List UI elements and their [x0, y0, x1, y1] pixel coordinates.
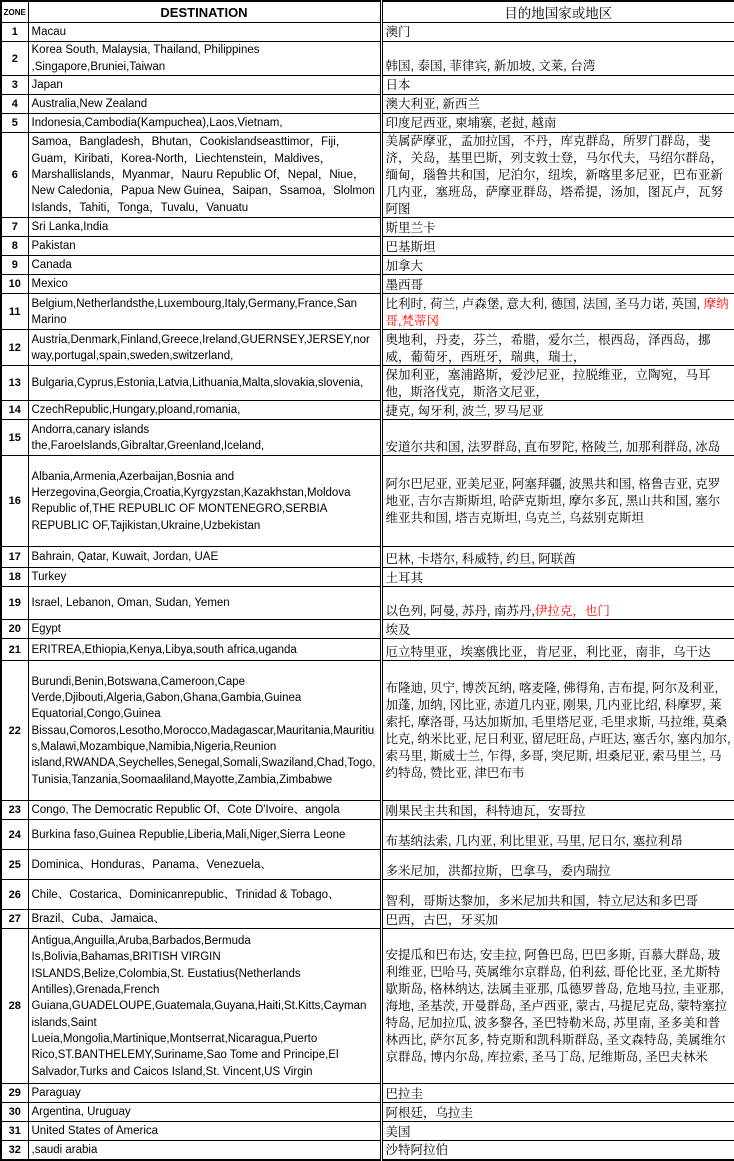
destination-cell: Brazil、Cuba、Jamaica、 — [28, 910, 381, 929]
region-cell — [381, 1103, 734, 1122]
region-text: 比利时, 荷兰, 卢森堡, 意大利, 德国, 法国, 圣马力诺, 英国, — [385, 296, 704, 311]
table-row — [1, 820, 734, 850]
destination-cell: Austria,Denmark,Finland,Greece,Ireland,GUERNSEY,JERSEY,norway,portugal,spain,sweden,switzerland, — [28, 330, 381, 366]
destination-cell: Antigua,Anguilla,Aruba,Barbados,Bermuda Is,Bolivia,Bahamas,BRITISH VIRGIN ISLANDS,Belize,Colombia,St. Eustatius(Netherlands Antilles),Grenada,French Guiana,GUADELOUPE,Guatemala,Guyana,Haiti,St.Kitts,Cayman islands,Saint Lueia,Mongolia,Martinique,Montserrat,Nicaragua,Puerto Rico,ST.BANTHELEMY,Suriname,Sao Tome and Principe,El Salvador,Turks and Caicos Island,St. Vincent,US Virgin — [28, 929, 381, 1084]
region-text: 澳大利亚, 新西兰 — [385, 97, 480, 112]
region-text: 阿尔巴尼亚, 亚美尼亚, 阿塞拜疆, 波黑共和国, 格鲁吉亚, 克罗地亚, 吉尔吉斯斯坦, 哈萨克斯坦, 摩尔多瓦, 黑山共和国, 塞尔维亚共和国, 塔吉克斯坦, 乌克兰, 乌兹别克斯坦 — [385, 477, 721, 525]
zone-cell: 10 — [1, 275, 28, 294]
region-cell — [381, 95, 734, 114]
destination-cell: Sri Lanka,India — [28, 218, 381, 237]
region-text: 安提瓜和巴布达, 安圭拉, 阿鲁巴岛, 巴巴多斯, 百慕大群岛, 玻利维亚, 巴哈马, 英属维尔京群岛, 伯利兹, 哥伦比亚, 圣尤斯特歇斯岛, 格林纳达, 法属圭亚那, 瓜德罗普岛, 危地马拉, 圭亚那, 海地, 圣基茨, 开曼群岛, 圣卢西亚, 蒙古, 马提尼克岛, 蒙特塞拉特岛, 尼加拉瓜, 波多黎各, 圣巴特勒米岛, 苏里南, 圣多美和普林西比, 萨尔瓦多, 特克斯和凯科斯群岛, 圣文森特岛, 美属维尔京群岛, 博内尔岛, 库拉索, 圣马丁岛, 尼维斯岛, 圣巴夫林米 — [385, 948, 728, 1064]
destination-cell: Argentina, Uruguay — [28, 1103, 381, 1122]
region-cell — [381, 801, 734, 820]
region-text: 以色列, 阿曼, 苏丹, 南苏丹, — [385, 603, 535, 618]
zone-cell: 3 — [1, 76, 28, 95]
zone-cell: 11 — [1, 294, 28, 330]
destination-cell: Andorra,canary islands the,FaroeIslands,Gibraltar,Greenland,Iceland, — [28, 420, 381, 456]
region-text: 美国 — [385, 1124, 411, 1139]
region-cell — [381, 547, 734, 568]
header-destination: DESTINATION — [28, 1, 381, 23]
destination-cell: Indonesia,Cambodia(Kampuchea),Laos,Vietnam, — [28, 114, 381, 133]
region-text: 保加利亚，塞浦路斯，爱沙尼亚，拉脱维亚，立陶宛，马耳他，斯洛伐克，斯洛文尼亚， — [385, 367, 711, 399]
table-row — [1, 275, 734, 294]
region-cell — [381, 294, 734, 330]
destination-cell: Egypt — [28, 620, 381, 639]
table-row — [1, 639, 734, 661]
region-text: 阿根廷，乌拉圭 — [385, 1105, 474, 1120]
region-text: 澳门 — [385, 25, 411, 40]
table-row — [1, 420, 734, 456]
destination-cell: Mexico — [28, 275, 381, 294]
region-cell — [381, 76, 734, 95]
destination-cell: Japan — [28, 76, 381, 95]
region-text: 墨西哥 — [385, 277, 424, 292]
region-text: 刚果民主共和国，科特迪瓦，安哥拉 — [385, 803, 586, 818]
region-cell — [381, 133, 734, 218]
region-text: 厄立特里亚，埃塞俄比亚，肯尼亚，利比亚，南非，乌干达 — [385, 644, 711, 659]
destination-cell: Burundi,Benin,Botswana,Cameroon,Cape Verde,Djibouti,Algeria,Gabon,Ghana,Gambia,Guinea Equatorial,Congo,Guinea Bissau,Comoros,Lesotho,Morocco,Madagascar,Mauritania,Mauritius,Malawi,Mozambique,Namibia,Nigeria,Reunion island,RWANDA,Seychelles,Senegal,Somali,Swaziland,Chad,Togo,Tunisia,Tanzania,Soomaaliland,Mayotte,Zambia,Zimbabwe — [28, 661, 381, 801]
header-row — [1, 1, 734, 23]
zone-cell: 1 — [1, 23, 28, 42]
table-row — [1, 880, 734, 910]
region-cell — [381, 880, 734, 910]
table-row — [1, 620, 734, 639]
destination-cell: ERITREA,Ethiopia,Kenya,Libya,south africa,uganda — [28, 639, 381, 661]
table-row — [1, 547, 734, 568]
table-row — [1, 801, 734, 820]
zone-cell: 29 — [1, 1084, 28, 1103]
destination-cell: Samoa，Bangladesh，Bhutan，Cookislandseasttimor，Fiji，Guam，Kiribati，Korea-North，Liechtenstein，Maldives，Marshallislands，Myanmar，Nauru Republic Of，Nepal，Niue，New Caledonia，Papua New Guinea，Saipan，Ssamoa，Slolmon Islands，Tahiti，Tonga，Tuvalu，Vanuatu — [28, 133, 381, 218]
destination-cell: United States of America — [28, 1122, 381, 1141]
destination-cell: Albania,Armenia,Azerbaijan,Bosnia and Herzegovina,Georgia,Croatia,Kyrgyzstan,Kazakhstan,Moldova Republic of,THE REPUBLIC OF MONTENEGRO,SERBIA REPUBLIC OF,Tajikistan,Ukraine,Uzbekistan — [28, 456, 381, 547]
table-row — [1, 366, 734, 401]
table-row — [1, 910, 734, 929]
region-cell — [381, 366, 734, 401]
zone-cell: 21 — [1, 639, 28, 661]
table-row — [1, 95, 734, 114]
zone-cell: 2 — [1, 42, 28, 76]
region-cell — [381, 256, 734, 275]
destination-cell: Congo, The Democratic Republic Of、Cote D'Ivoire、angola — [28, 801, 381, 820]
zone-cell: 23 — [1, 801, 28, 820]
table-row — [1, 401, 734, 420]
zone-cell: 8 — [1, 237, 28, 256]
region-text: 日本 — [385, 78, 411, 93]
region-cell — [381, 42, 734, 76]
zone-cell: 24 — [1, 820, 28, 850]
region-cell — [381, 401, 734, 420]
table-row — [1, 42, 734, 76]
destination-cell: Pakistan — [28, 237, 381, 256]
region-cell — [381, 587, 734, 620]
zone-cell: 25 — [1, 850, 28, 880]
region-cell — [381, 237, 734, 256]
table-row — [1, 1122, 734, 1141]
destination-cell: Paraguay — [28, 1084, 381, 1103]
table-row — [1, 218, 734, 237]
destination-cell: Bulgaria,Cyprus,Estonia,Latvia,Lithuania,Malta,slovakia,slovenia, — [28, 366, 381, 401]
region-text: 多米尼加，洪都拉斯，巴拿马，委内瑞拉 — [385, 863, 611, 878]
destination-cell: Burkina faso,Guinea Republie,Liberia,Mali,Niger,Sierra Leone — [28, 820, 381, 850]
header-region: 目的地国家或地区 — [381, 1, 734, 23]
zone-cell: 20 — [1, 620, 28, 639]
table-row — [1, 850, 734, 880]
zone-cell: 15 — [1, 420, 28, 456]
region-cell — [381, 661, 734, 801]
zone-cell: 27 — [1, 910, 28, 929]
zone-cell: 17 — [1, 547, 28, 568]
destination-cell: Korea South, Malaysia, Thailand, Philippines ,Singapore,Bruniei,Taiwan — [28, 42, 381, 76]
region-cell — [381, 420, 734, 456]
region-text: 加拿大 — [385, 258, 424, 273]
region-cell — [381, 820, 734, 850]
region-text: 奥地利，丹麦，芬兰，希腊，爱尔兰，根西岛，泽西岛，挪威，葡萄牙，西班牙，瑞典，瑞士， — [385, 332, 711, 364]
region-text: 安道尔共和国, 法罗群岛, 直布罗陀, 格陵兰, 加那利群岛, 冰岛 — [385, 439, 721, 454]
table-row — [1, 929, 734, 1084]
zone-cell: 32 — [1, 1141, 28, 1160]
region-cell — [381, 620, 734, 639]
region-text: 沙特阿拉伯 — [385, 1143, 449, 1157]
region-text-red: 伊拉克，也门 — [534, 603, 610, 618]
table-row — [1, 661, 734, 801]
zone-cell: 28 — [1, 929, 28, 1084]
table-row — [1, 294, 734, 330]
zone-cell: 18 — [1, 568, 28, 587]
destination-cell: Israel, Lebanon, Oman, Sudan, Yemen — [28, 587, 381, 620]
zone-cell: 4 — [1, 95, 28, 114]
zone-cell: 5 — [1, 114, 28, 133]
region-text-red: 摩纳哥,梵蒂冈 — [385, 296, 729, 328]
destination-cell: Australia,New Zealand — [28, 95, 381, 114]
region-cell — [381, 275, 734, 294]
table-row — [1, 568, 734, 587]
region-text: 巴基斯坦 — [385, 239, 436, 254]
destination-cell: Chile、Costarica、Dominicanrepublic、Trinidad & Tobago、 — [28, 880, 381, 910]
region-cell — [381, 639, 734, 661]
table-row — [1, 114, 734, 133]
region-text: 巴拉圭 — [385, 1086, 424, 1101]
table-row — [1, 76, 734, 95]
header-zone: ZONE — [1, 1, 28, 23]
region-cell — [381, 114, 734, 133]
destination-cell: Bahrain, Qatar, Kuwait, Jordan, UAE — [28, 547, 381, 568]
region-text: 布隆迪, 贝宁, 博茨瓦纳, 喀麦隆, 佛得角, 吉布提, 阿尔及利亚, 加蓬, 加纳, 冈比亚, 赤道几内亚, 刚果, 几内亚比绍, 科摩罗, 莱索托, 摩洛哥, 马达加斯加, 毛里塔尼亚, 毛里求斯, 马拉维, 莫桑比克, 纳米比亚, 尼日利亚, 留尼旺岛, 卢旺达, 塞舌尔, 塞内加尔, 索马里, 斯威士兰, 乍得, 多哥, 突尼斯, 坦桑尼亚, 索马里兰, 马约特岛, 赞比亚, 津巴布韦 — [385, 681, 731, 780]
table-row — [1, 23, 734, 42]
table-row — [1, 456, 734, 547]
table-row — [1, 330, 734, 366]
table-row — [1, 256, 734, 275]
region-cell — [381, 218, 734, 237]
zone-cell: 16 — [1, 456, 28, 547]
table-body — [1, 23, 734, 1160]
zone-cell: 19 — [1, 587, 28, 620]
region-text: 斯里兰卡 — [385, 220, 436, 235]
region-text: 智利，哥斯达黎加，多米尼加共和国，特立尼达和多巴哥 — [385, 893, 699, 908]
table-row — [1, 237, 734, 256]
zone-cell: 30 — [1, 1103, 28, 1122]
zone-cell: 6 — [1, 133, 28, 218]
region-text: 布基纳法索, 几内亚, 利比里亚, 马里, 尼日尔, 塞拉利昂 — [385, 833, 683, 848]
region-text: 韩国, 泰国, 菲律宾, 新加坡, 文莱, 台湾 — [385, 59, 596, 74]
region-cell — [381, 23, 734, 42]
region-cell — [381, 1122, 734, 1141]
region-cell — [381, 330, 734, 366]
destination-cell: Turkey — [28, 568, 381, 587]
destination-cell: Dominica、Honduras、Panama、Venezuela、 — [28, 850, 381, 880]
zone-cell: 7 — [1, 218, 28, 237]
region-text: 巴林, 卡塔尔, 科威特, 约旦, 阿联酋 — [385, 551, 576, 566]
region-cell — [381, 568, 734, 587]
region-text: 土耳其 — [385, 570, 424, 585]
table-row — [1, 133, 734, 218]
zone-cell: 14 — [1, 401, 28, 420]
region-text: 捷克, 匈牙利, 波兰, 罗马尼亚 — [385, 403, 544, 418]
destination-cell: CzechRepublic,Hungary,ploand,romania, — [28, 401, 381, 420]
region-text: 埃及 — [385, 622, 411, 637]
table-row — [1, 1084, 734, 1103]
region-cell — [381, 850, 734, 880]
destination-cell: Canada — [28, 256, 381, 275]
destination-cell: Macau — [28, 23, 381, 42]
zone-cell: 9 — [1, 256, 28, 275]
destination-cell: ,saudi arabia — [28, 1141, 381, 1160]
region-text: 美属萨摩亚，孟加拉国，不丹，库克群岛，所罗门群岛，斐济，关岛，基里巴斯，列支敦士登，马尔代夫，马绍尔群岛，缅甸，瑙鲁共和国，尼泊尔，纽埃，新喀里多尼亚，巴布亚新几内亚，塞班岛，萨摩亚群岛，塔希提，汤加，图瓦卢，瓦努阿图 — [385, 134, 724, 216]
region-cell — [381, 929, 734, 1084]
zone-cell: 13 — [1, 366, 28, 401]
destination-cell: Belgium,Netherlandsthe,Luxembourg,Italy,Germany,France,San Marino — [28, 294, 381, 330]
region-cell — [381, 456, 734, 547]
table-row — [1, 587, 734, 620]
region-cell — [381, 1084, 734, 1103]
region-text: 印度尼西亚, 柬埔寨, 老挝, 越南 — [385, 116, 557, 131]
region-text: 巴西，古巴，牙买加 — [385, 912, 499, 927]
zone-cell: 22 — [1, 661, 28, 801]
region-cell — [381, 910, 734, 929]
table-row — [1, 1103, 734, 1122]
zone-cell: 12 — [1, 330, 28, 366]
zone-cell: 26 — [1, 880, 28, 910]
zone-cell: 31 — [1, 1122, 28, 1141]
